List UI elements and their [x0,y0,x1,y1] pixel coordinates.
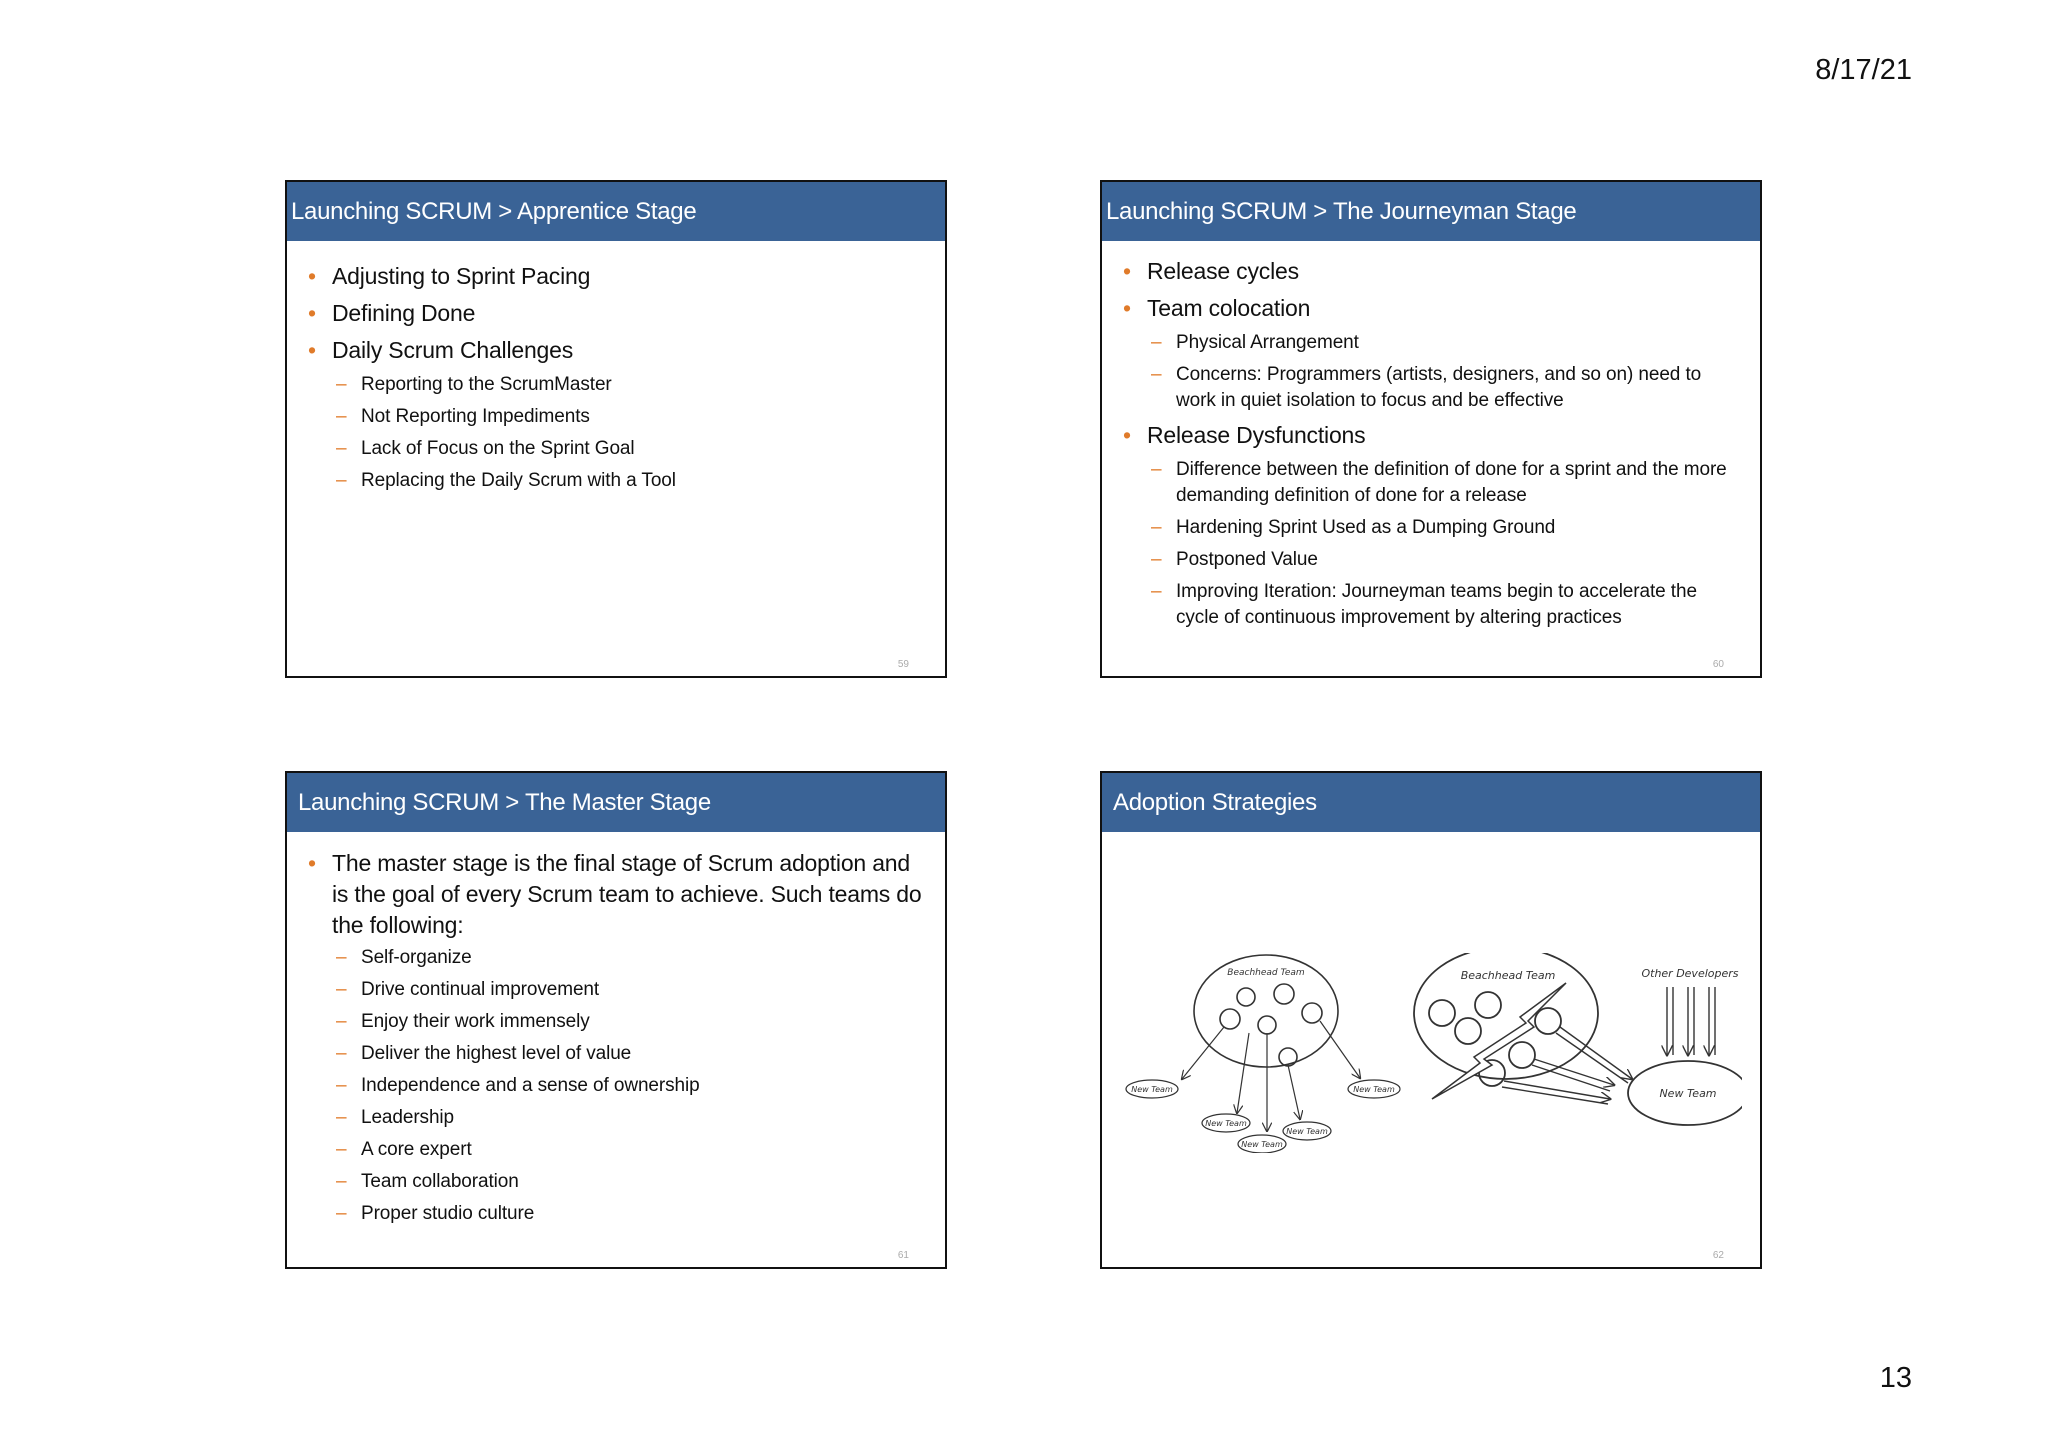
sub-bullet-item: – Reporting to the ScrumMaster [305,372,927,398]
sub-bullet-item: – Self-organize [305,945,927,971]
new-team-label: New Team [1286,1127,1328,1136]
slide-title: Launching SCRUM > The Master Stage [287,773,945,832]
slide-journeyman-stage [1100,180,1762,678]
sub-bullet-item: – Concerns: Programmers (artists, designers, and so on) need to work in quiet isolation to focus and be effective [1120,362,1742,414]
new-team-label: New Team [1241,1140,1283,1149]
new-team-label: New Team [1659,1087,1717,1100]
sub-bullet-item: – Physical Arrangement [1120,330,1742,356]
sub-bullet-item: – Team collaboration [305,1169,927,1195]
new-team-label: New Team [1131,1085,1173,1094]
beachhead-split-diagram [1414,953,1742,1125]
bullet-item: • The master stage is the final stage of Scrum adoption and is the goal of every Scrum team to achieve. Such teams do the following: [305,848,927,941]
slide-body [287,241,945,494]
slide-body [1102,241,1760,631]
slide-number: 59 [897,659,909,670]
slide-title: Launching SCRUM > Apprentice Stage [287,182,945,241]
slide-body [287,832,945,1227]
beachhead-label: Beachhead Team [1227,968,1305,978]
beachhead-label: Beachhead Team [1460,969,1556,982]
bullet-item: • Daily Scrum Challenges [305,335,927,366]
sub-bullet-item: – Deliver the highest level of value [305,1041,927,1067]
new-team-label: New Team [1205,1119,1247,1128]
bullet-item: • Adjusting to Sprint Pacing [305,261,927,292]
slide-master-stage [285,771,947,1269]
beachhead-spawn-diagram [1126,955,1400,1153]
sub-bullet-item: – Improving Iteration: Journeyman teams begin to accelerate the cycle of continuous improvement by altering practices [1120,579,1742,631]
sub-bullet-item: – Hardening Sprint Used as a Dumping Ground [1120,515,1742,541]
slide-number: 62 [1712,1250,1724,1261]
other-developers-label: Other Developers [1641,967,1739,980]
slide-title: Adoption Strategies [1102,773,1760,832]
bullet-item: • Defining Done [305,298,927,329]
sub-bullet-item: – Leadership [305,1105,927,1131]
page-number: 13 [1879,1362,1912,1394]
sub-bullet-item: – Lack of Focus on the Sprint Goal [305,436,927,462]
slide-apprentice-stage [285,180,947,678]
bullet-item: • Release cycles [1120,256,1742,287]
new-team-label: New Team [1353,1085,1395,1094]
sub-bullet-item: – Replacing the Daily Scrum with a Tool [305,468,927,494]
page-date: 8/17/21 [1815,54,1912,86]
slide-number: 61 [897,1250,909,1261]
slide-adoption-strategies [1100,771,1762,1269]
bullet-item: • Team colocation [1120,293,1742,324]
sub-bullet-item: – Difference between the definition of done for a sprint and the more demanding definition of done for a release [1120,457,1742,509]
sub-bullet-item: – Not Reporting Impediments [305,404,927,430]
sub-bullet-item: – Postponed Value [1120,547,1742,573]
sub-bullet-item: – Drive continual improvement [305,977,927,1003]
bullet-item: • Release Dysfunctions [1120,420,1742,451]
sub-bullet-item: – Independence and a sense of ownership [305,1073,927,1099]
slide-number: 60 [1712,659,1724,670]
sub-bullet-item: – Enjoy their work immensely [305,1009,927,1035]
slide-title: Launching SCRUM > The Journeyman Stage [1102,182,1760,241]
adoption-strategies-diagram [1122,953,1742,1153]
sub-bullet-item: – Proper studio culture [305,1201,927,1227]
sub-bullet-item: – A core expert [305,1137,927,1163]
